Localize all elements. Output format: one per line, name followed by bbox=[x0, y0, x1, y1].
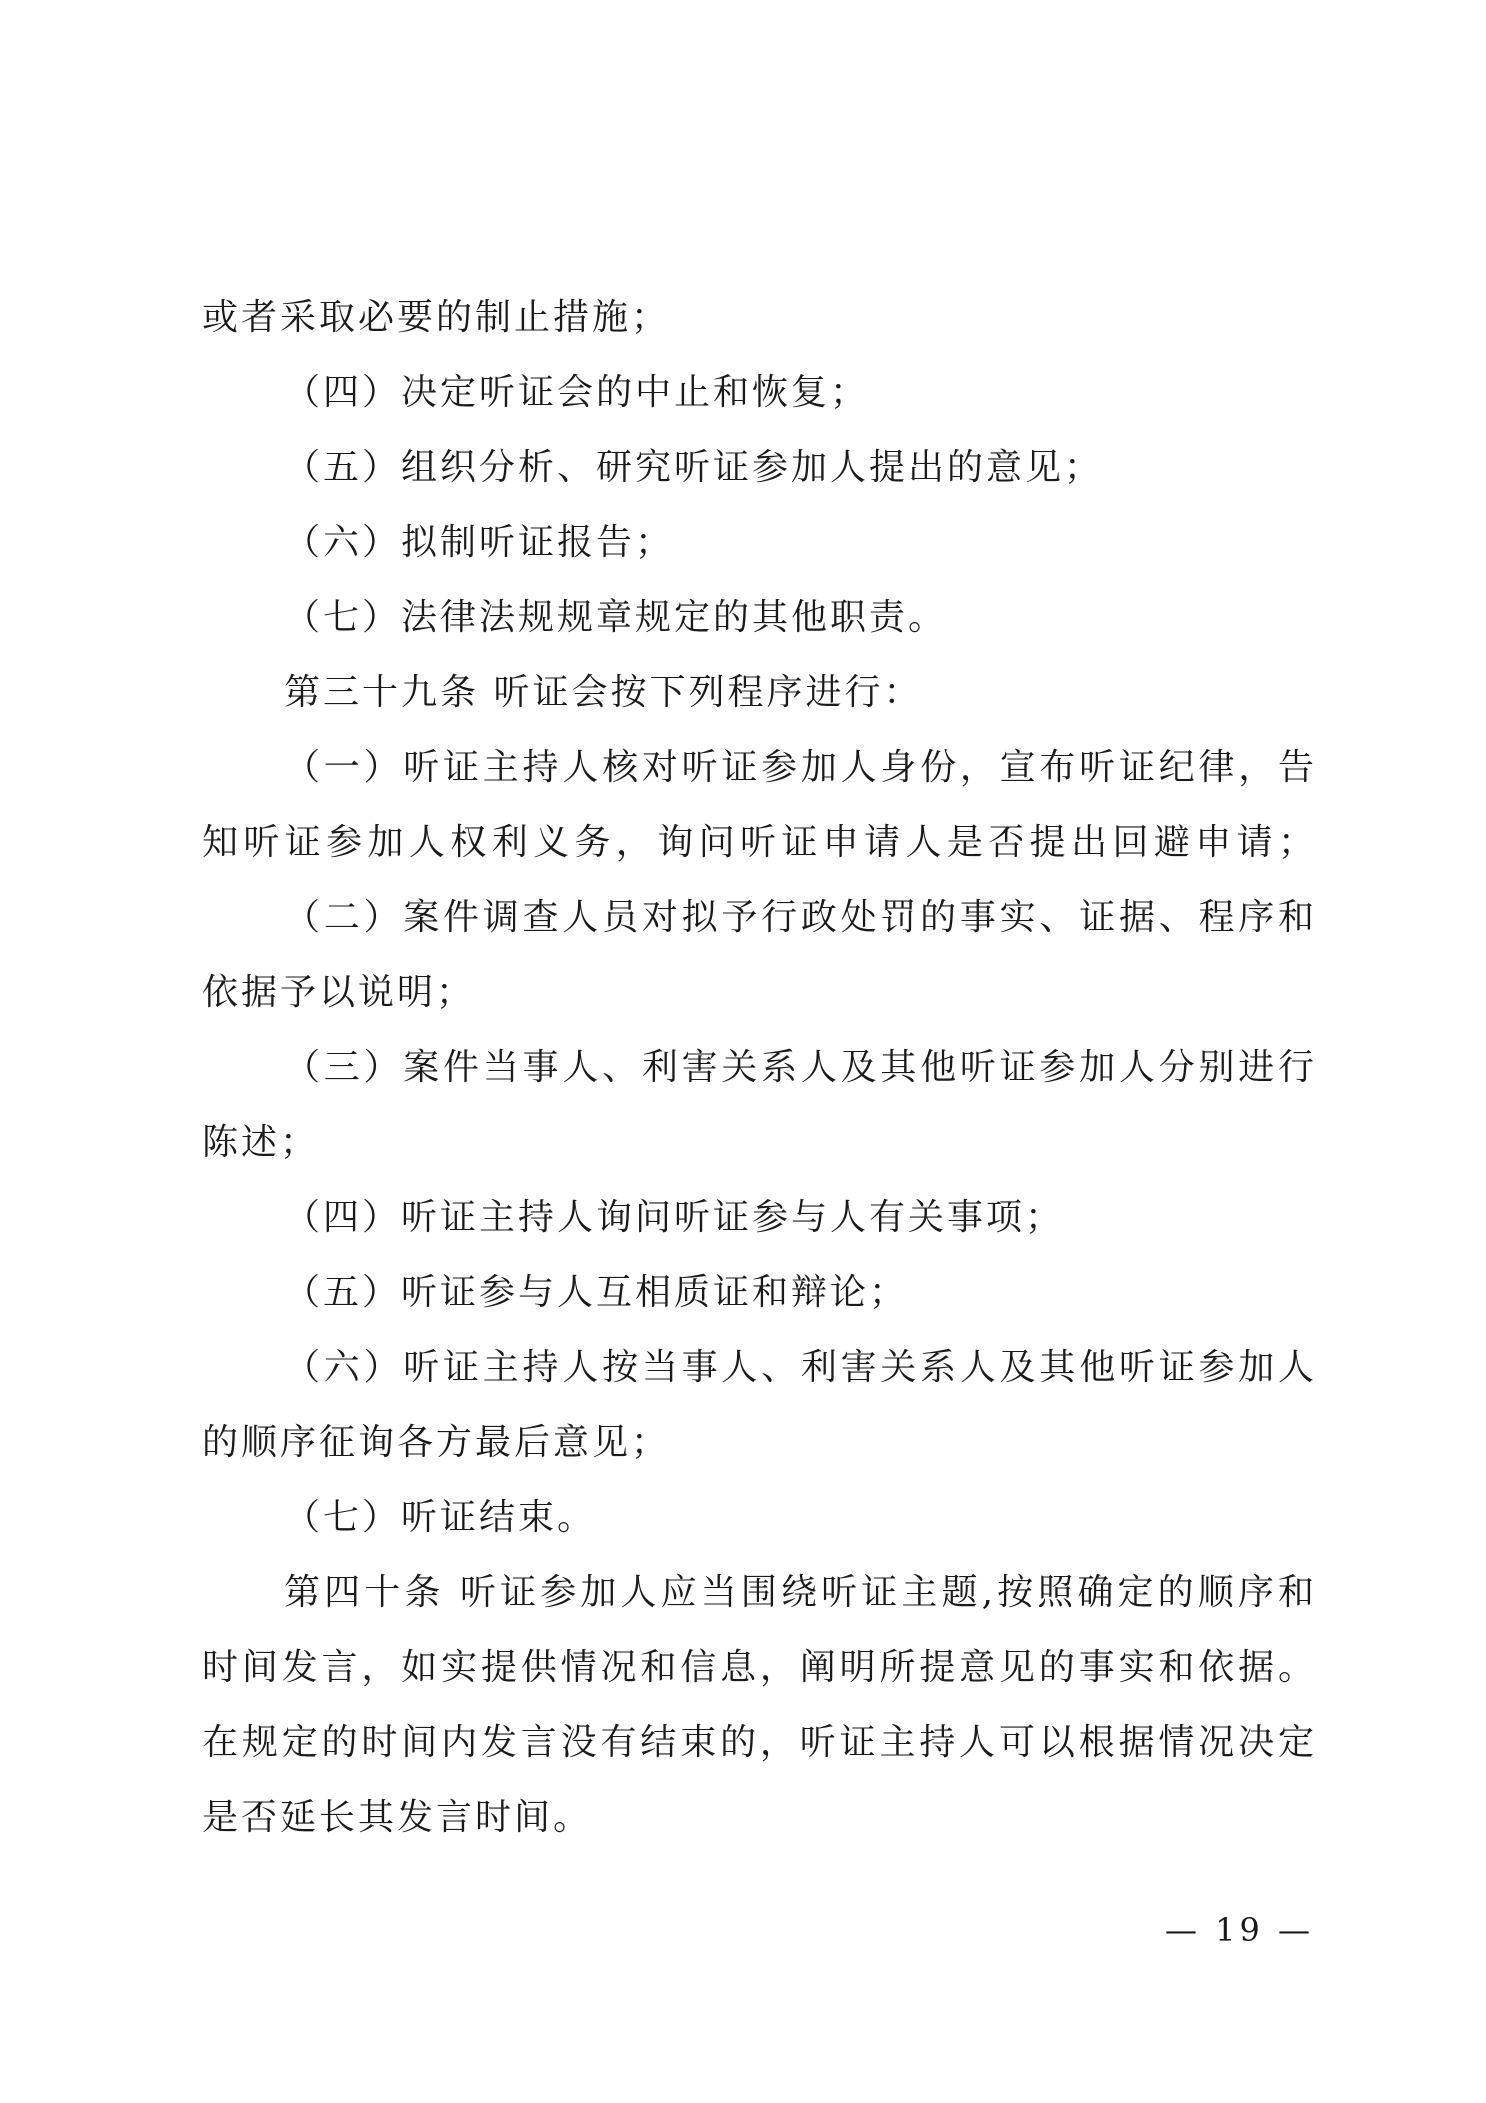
text-line: （四）听证主持人询问听证参与人有关事项； bbox=[284, 1197, 1065, 1238]
text-line: （三）案件当事人、利害关系人及其他听证参加人分别进行 bbox=[284, 1047, 1314, 1088]
text-line: 知听证参加人权利义务，询问听证申请人是否提出回避申请； bbox=[202, 822, 1314, 863]
text-line: 在规定的时间内发言没有结束的，听证主持人可以根据情况决定 bbox=[202, 1722, 1314, 1763]
text-line: （五）听证参与人互相质证和辩论； bbox=[284, 1272, 909, 1313]
text-line: （一）听证主持人核对听证参加人身份，宣布听证纪律，告 bbox=[284, 747, 1314, 788]
article-heading-line: 第四十条 听证参加人应当围绕听证主题,按照确定的顺序和 bbox=[284, 1572, 1314, 1613]
text-line: 或者采取必要的制止措施； bbox=[202, 297, 671, 338]
article-heading-line: 第三十九条 听证会按下列程序进行： bbox=[284, 672, 923, 713]
document-body bbox=[202, 280, 1314, 1855]
text-line: （六）拟制听证报告； bbox=[284, 522, 675, 563]
text-line: 的顺序征询各方最后意见； bbox=[202, 1422, 671, 1463]
text-line: （七）听证结束。 bbox=[284, 1497, 597, 1538]
text-line: （二）案件调查人员对拟予行政处罚的事实、证据、程序和 bbox=[284, 897, 1314, 938]
page-number: — 19 — bbox=[1164, 1911, 1314, 1949]
text-line: （六）听证主持人按当事人、利害关系人及其他听证参加人 bbox=[284, 1347, 1314, 1388]
text-line: （四）决定听证会的中止和恢复； bbox=[284, 372, 870, 413]
text-line: （七）法律法规规章规定的其他职责。 bbox=[284, 597, 948, 638]
text-line: （五）组织分析、研究听证参加人提出的意见； bbox=[284, 447, 1104, 488]
text-line: 依据予以说明； bbox=[202, 972, 476, 1013]
text-line: 陈述； bbox=[202, 1122, 320, 1163]
text-line: 是否延长其发言时间。 bbox=[202, 1797, 593, 1838]
text-line: 时间发言，如实提供情况和信息，阐明所提意见的事实和依据。 bbox=[202, 1647, 1314, 1688]
